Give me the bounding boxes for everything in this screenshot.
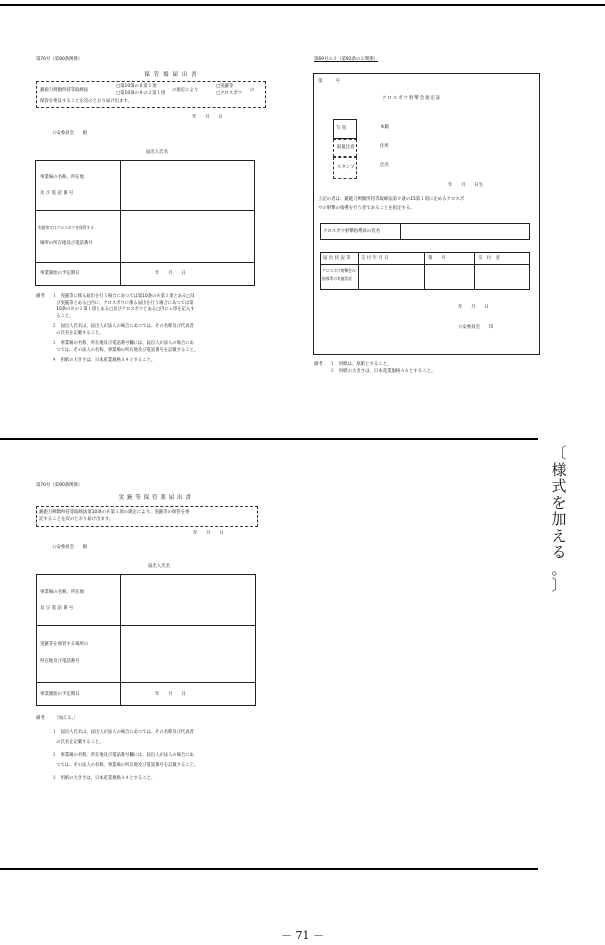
intro-text-1: 銃砲刀剣類所持等取締法 <box>40 88 89 93</box>
photo-label: 写 真 <box>336 126 347 131</box>
option-1b: □第10条の８の２第１項 <box>116 91 166 96</box>
row-start-date-value: 年 月 日 <box>155 271 186 276</box>
addressee: 公安委員会 殿 <box>52 545 88 550</box>
status-row-label-2: 指導等の実施状況 <box>322 277 352 282</box>
form-date: 年 月 日 <box>192 115 223 120</box>
stamp-label-1: 取扱注意 <box>337 145 355 150</box>
row-business-label-b: 及 び 電 話 番 号 <box>40 606 74 611</box>
side-char: 〔 <box>551 444 567 462</box>
intro-text-2: の規定により <box>172 88 199 93</box>
form-header: 第69号の２（第92条の２関係） <box>314 57 378 62</box>
field-domicile: 本籍 <box>380 125 389 130</box>
note-line: １ 実銃等に係る届出を行う場合にあつては第10条の８第１項とある□及 <box>52 294 195 299</box>
side-char: る <box>551 543 567 561</box>
option-2b: □クロスボウ <box>216 91 243 96</box>
middle-rule <box>0 438 538 440</box>
note-line: の氏名を記載すること。 <box>52 330 104 336</box>
note-line: 10条の８の２第１項とある□及びクロスボウとある□内にレ印を記入す <box>52 307 195 312</box>
side-note <box>548 445 570 594</box>
side-char: 式 <box>551 477 567 495</box>
field-name: 氏名 <box>380 163 389 168</box>
option-2a: □実銃等 <box>216 84 234 89</box>
notes-label: 備考 <box>36 716 45 721</box>
issuing-commission: 公安委員会 印 <box>458 325 494 330</box>
note-line: ４ 用紙の大きさは、日本産業規格Ａ４とすること。 <box>52 358 156 363</box>
status-header-2: 交 付 年 月 日 <box>361 256 389 261</box>
note-line: び実銃等とある□内に、クロスボウに係る届出を行う場合にあつては第 <box>52 300 194 306</box>
addressee: 公安委員会 殿 <box>52 131 88 136</box>
bottom-rule <box>0 868 538 870</box>
row-business-label-a: 事業場の名称、所在地 <box>40 590 84 595</box>
notes-label: 備考 <box>36 294 45 299</box>
status-header-3: 番 号 <box>428 256 446 261</box>
certificate-number: 第 号 <box>318 79 340 84</box>
note-line: １ 届出人氏名は、届出人が法人の場合にあつては、その名称及び代表者 <box>52 730 194 735</box>
cert-paragraph-2: ウの射撃の指導を行う者であることを指定する。 <box>318 206 415 211</box>
form-header: 第70号（第90条関係） <box>36 57 83 62</box>
top-rule <box>0 4 605 6</box>
notes-label: 備考 <box>314 362 323 367</box>
row-business-label-b: 及 び 電 話 番 号 <box>40 191 74 196</box>
intro-text-3: の <box>250 88 255 93</box>
status-header-4: 交 付 者 <box>478 256 500 261</box>
row-start-date-label: 事業開始の予定期日 <box>40 692 80 697</box>
row-business-label-a: 事業場の名称、所在地 <box>40 175 84 180</box>
submitter-label: 届出人氏名 <box>148 564 170 569</box>
note-line: ３ 用紙の大きさは、日本産業規格Ａ４とすること。 <box>52 776 156 781</box>
certificate-frame <box>313 73 540 355</box>
cert-paragraph-1: 上記の者は、銃砲刀剣類所持等取締法第９条の15第１項に定めるクロスボ <box>318 197 465 202</box>
row-storage-label-a: 実銃等を保管する場所の <box>40 642 89 647</box>
intro-text-2: 託することを次のとおり届け出ます。 <box>39 517 114 522</box>
form-title: 保 管 場 届 出 書 <box>144 72 198 78</box>
note-line: ２ 事業場の名称、所在地及び電話番号欄には、届出人が法人の場合にあ <box>52 753 194 758</box>
row-storage-label-a: 実銃等又はクロスボウを保管する <box>38 226 94 231</box>
side-char: 。 <box>551 559 567 578</box>
row-start-date-value: 年 月 日 <box>155 692 186 697</box>
issue-date: 年 月 日 <box>458 305 489 310</box>
row-start-date-label: 事業開始の予定期日 <box>40 271 80 276</box>
submitter-label: 届出人氏名 <box>146 150 168 155</box>
note-line: ３ 事業場の名称、所在地及び電話番号欄には、届出人が法人の場合にあ <box>52 341 194 346</box>
side-char: を <box>551 493 567 512</box>
note-line: の氏名を記載すること。 <box>52 740 104 745</box>
birth-date: 年 月 日生 <box>448 183 484 188</box>
stamp-label-2: スタンプ <box>337 165 355 170</box>
row-storage-label-b: 所在地及び電話番号 <box>40 659 80 664</box>
option-1a: □第10条の８第１項 <box>116 84 157 89</box>
notes-tag: 〔加える。〕 <box>54 716 79 721</box>
note-line: ２ 用紙の大きさは、日本産業規格Ａ６とすること。 <box>330 369 436 374</box>
form-header: 第70号（第90条関係） <box>36 483 83 488</box>
note-line: ２ 届出人氏名は、届出人が法人の場合にあつては、その名称及び代表者 <box>52 324 194 329</box>
form-title: 実 銃 等 保 管 業 届 出 書 <box>118 495 192 501</box>
note-line: つては、その法人の名称、事業場の所在地及び電話番号を記載すること。 <box>52 763 199 768</box>
note-line: ること。 <box>52 313 74 319</box>
intro-text-1: 銃砲刀剣類所持等取締法第10条の８第１項の規定により、実銃等の保管を委 <box>39 510 190 515</box>
side-char: 加 <box>551 510 567 528</box>
form-date: 年 月 日 <box>193 531 224 536</box>
page-number: － 71 － <box>281 929 324 942</box>
status-header-1: 届 出 状 況 等 <box>323 256 351 261</box>
side-char: 〕 <box>551 576 567 594</box>
note-line: １ 用紙は、厚紙とすること。 <box>330 362 392 367</box>
status-row-label-1: クロスボウ射撃会の <box>322 269 356 274</box>
instructor-name-label: クロスボウ射撃指導員の氏名 <box>323 229 381 234</box>
field-address: 住所 <box>380 144 389 149</box>
side-char: え <box>551 526 567 545</box>
side-char: 様 <box>551 460 567 479</box>
intro-line-2: 保管を委託することを次のとおり届け出ます。 <box>40 99 132 104</box>
row-storage-label-b: 場所の所在地及び電話番号 <box>40 241 93 246</box>
certificate-title: クロスボウ射撃会指定証 <box>382 96 442 101</box>
note-line: つては、その法人の名称、事業場の所在地及び電話番号を記載すること。 <box>52 347 199 353</box>
